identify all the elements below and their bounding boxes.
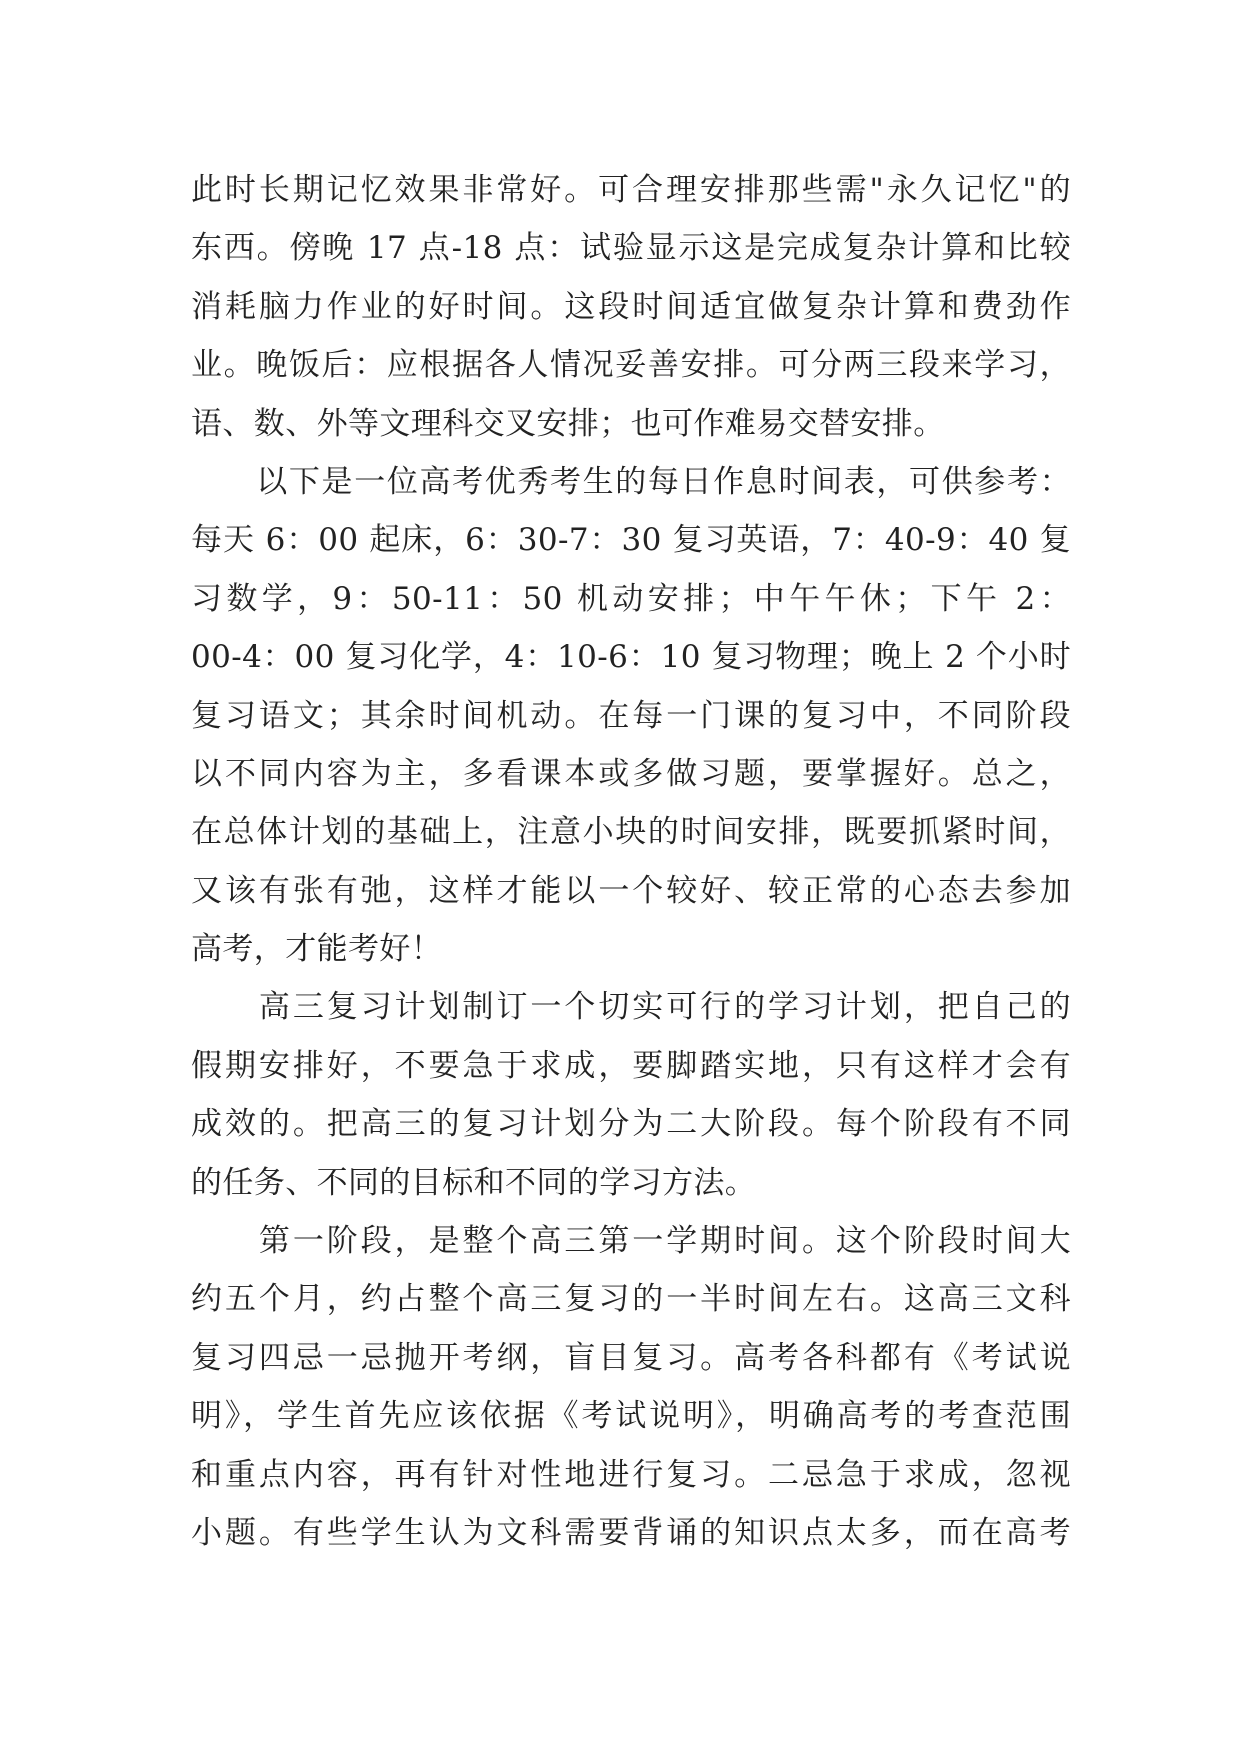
text-line: 成效的。把高三的复习计划分为二大阶段。每个阶段有不同 <box>191 1106 1071 1143</box>
text-line: 高考，才能考好！ <box>191 931 443 968</box>
text-line: 和重点内容，再有针对性地进行复习。二忌急于求成，忽视 <box>191 1456 1071 1493</box>
text-line: 明》，学生首先应该依据《考试说明》，明确高考的考查范围 <box>191 1398 1071 1435</box>
text-line: 第一阶段，是整个高三第一学期时间。这个阶段时间大 <box>191 1223 1071 1260</box>
text-line: 复习语文；其余时间机动。在每一门课的复习中，不同阶段 <box>191 697 1071 734</box>
text-line: 此时长期记忆效果非常好。可合理安排那些需"永久记忆"的 <box>191 172 1071 208</box>
text-line: 小题。有些学生认为文科需要背诵的知识点太多，而在高考 <box>191 1514 1071 1551</box>
text-line: 又该有张有弛，这样才能以一个较好、较正常的心态去参加 <box>191 872 1071 909</box>
text-line: 高三复习计划制订一个切实可行的学习计划，把自己的 <box>191 989 1071 1026</box>
text-line: 东西。傍晚 17 点-18 点：试验显示这是完成复杂计算和比较 <box>191 230 1071 267</box>
text-line: 约五个月，约占整个高三复习的一半时间左右。这高三文科 <box>191 1281 1071 1318</box>
text-line: 以下是一位高考优秀考生的每日作息时间表，可供参考： <box>191 463 1071 500</box>
body-text <box>191 161 1071 1562</box>
text-line: 消耗脑力作业的好时间。这段时间适宜做复杂计算和费劲作 <box>191 288 1071 325</box>
text-line: 00-4：00 复习化学，4：10-6：10 复习物理；晚上 2 个小时 <box>191 639 1071 676</box>
text-line: 在总体计划的基础上，注意小块的时间安排，既要抓紧时间， <box>191 814 1071 851</box>
text-line: 习数学，9：50-11：50 机动安排；中午午休；下午 2： <box>191 580 1071 617</box>
text-line: 每天 6：00 起床，6：30-7：30 复习英语，7：40-9：40 复 <box>191 522 1071 559</box>
text-line: 假期安排好，不要急于求成，要脚踏实地，只有这样才会有 <box>191 1047 1071 1084</box>
text-line: 语、数、外等文理科交叉安排；也可作难易交替安排。 <box>191 405 945 442</box>
text-line: 以不同内容为主，多看课本或多做习题，要掌握好。总之， <box>191 755 1071 792</box>
text-line: 业。晚饭后：应根据各人情况妥善安排。可分两三段来学习， <box>191 347 1071 384</box>
text-line: 复习四忌一忌抛开考纲，盲目复习。高考各科都有《考试说 <box>191 1339 1071 1376</box>
text-line: 的任务、不同的目标和不同的学习方法。 <box>191 1164 757 1201</box>
